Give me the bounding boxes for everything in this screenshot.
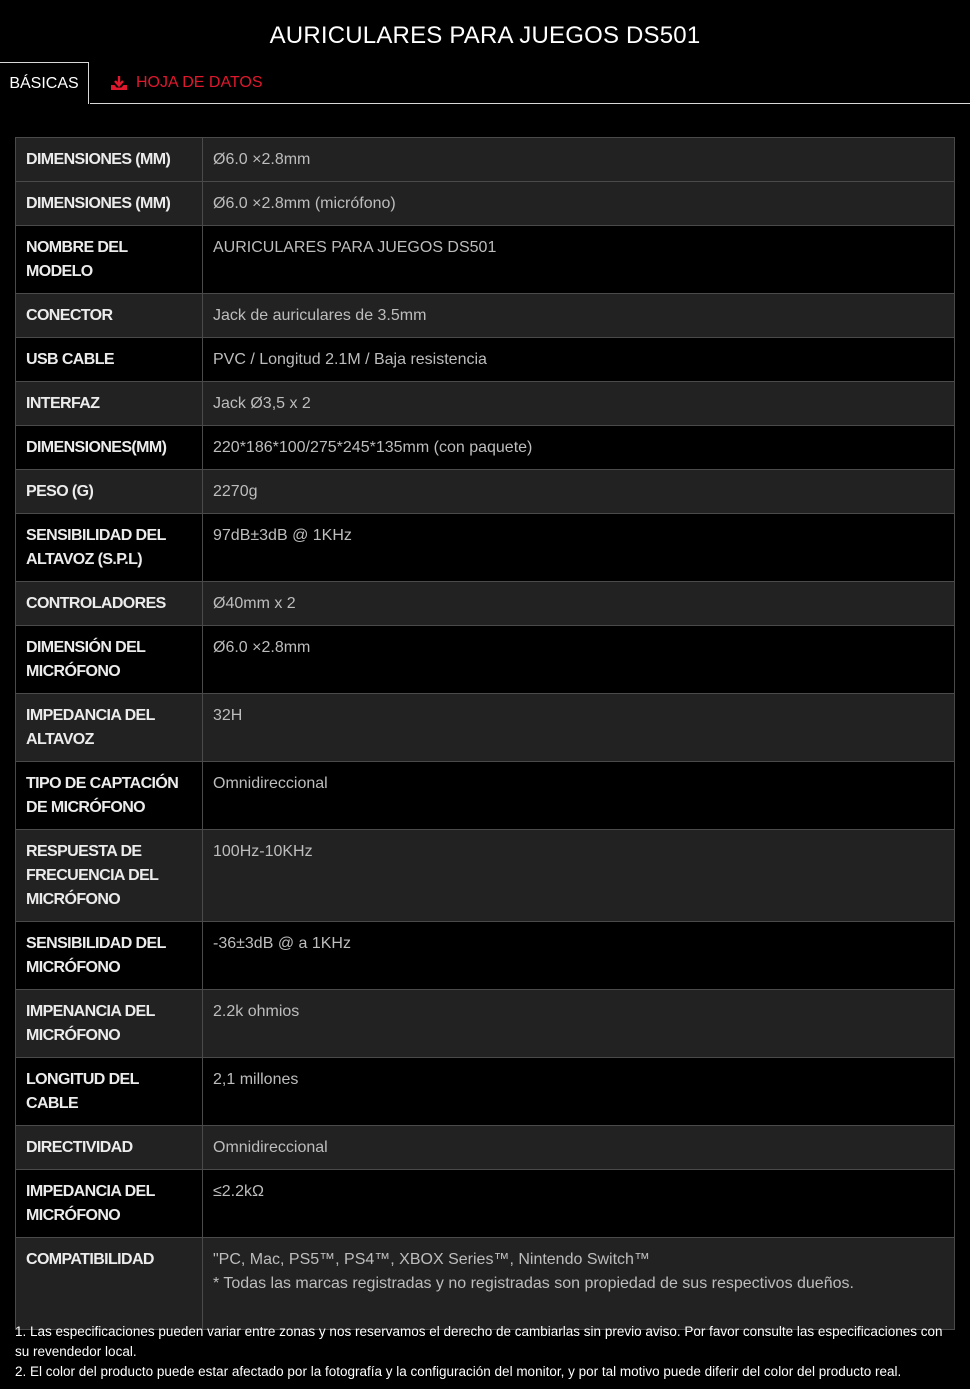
footnote: 1. Las especificaciones pueden variar entre zonas y nos reservamos el derecho de cambiarlas sin previo aviso. Por favor consulte las especificaciones con su revendedor local. xyxy=(15,1324,943,1359)
spec-row xyxy=(16,182,955,226)
spec-value: Omnidireccional xyxy=(203,1126,955,1170)
spec-value xyxy=(203,1238,955,1330)
spec-value: Jack de auriculares de 3.5mm xyxy=(203,294,955,338)
spec-label: IMPEDANCIA DEL MICRÓFONO xyxy=(16,1170,203,1238)
spec-label: INTERFAZ xyxy=(16,382,203,426)
download-icon xyxy=(110,75,128,91)
spec-label: IMPENANCIA DEL MICRÓFONO xyxy=(16,990,203,1058)
spec-value: Ø40mm x 2 xyxy=(203,582,955,626)
spec-value: 220*186*100/275*245*135mm (con paquete) xyxy=(203,426,955,470)
spec-row xyxy=(16,470,955,514)
spec-value: Ø6.0 ×2.8mm xyxy=(203,626,955,694)
spec-value: ≤2.2kΩ xyxy=(203,1170,955,1238)
tab-datasheet-label: HOJA DE DATOS xyxy=(136,74,263,91)
spec-label: DIMENSIONES (MM) xyxy=(16,182,203,226)
spec-row xyxy=(16,626,955,694)
spec-label: DIMENSIONES(MM) xyxy=(16,426,203,470)
spec-label: IMPEDANCIA DEL ALTAVOZ xyxy=(16,694,203,762)
spec-value: AURICULARES PARA JUEGOS DS501 xyxy=(203,226,955,294)
spec-row xyxy=(16,1238,955,1330)
spec-value-line: "PC, Mac, PS5™, PS4™, XBOX Series™, Nintendo Switch™ xyxy=(213,1251,650,1268)
spec-row xyxy=(16,990,955,1058)
spec-row xyxy=(16,1170,955,1238)
spec-row xyxy=(16,514,955,582)
tab-bar xyxy=(0,62,970,104)
spec-value: Jack Ø3,5 x 2 xyxy=(203,382,955,426)
spec-label: TIPO DE CAPTACIÓN DE MICRÓFONO xyxy=(16,762,203,830)
spec-value: PVC / Longitud 2.1M / Baja resistencia xyxy=(203,338,955,382)
spec-value: 2,1 millones xyxy=(203,1058,955,1126)
spec-row xyxy=(16,582,955,626)
spec-row xyxy=(16,382,955,426)
spec-row xyxy=(16,1058,955,1126)
spec-value: 100Hz-10KHz xyxy=(203,830,955,922)
spec-label: NOMBRE DEL MODELO xyxy=(16,226,203,294)
spec-label: PESO (G) xyxy=(16,470,203,514)
page-title: AURICULARES PARA JUEGOS DS501 xyxy=(269,22,701,49)
footnotes xyxy=(15,1322,960,1382)
spec-row xyxy=(16,1126,955,1170)
spec-label: SENSIBILIDAD DEL MICRÓFONO xyxy=(16,922,203,990)
spec-label: DIMENSIONES (MM) xyxy=(16,138,203,182)
spec-label: LONGITUD DEL CABLE xyxy=(16,1058,203,1126)
spec-value: 97dB±3dB @ 1KHz xyxy=(203,514,955,582)
spec-value: 2270g xyxy=(203,470,955,514)
specs-table xyxy=(15,137,955,1330)
tab-basic[interactable]: BÁSICAS xyxy=(0,62,89,104)
spec-label: USB CABLE xyxy=(16,338,203,382)
spec-row xyxy=(16,138,955,182)
spec-label: CONECTOR xyxy=(16,294,203,338)
spec-label: CONTROLADORES xyxy=(16,582,203,626)
spec-label: SENSIBILIDAD DEL ALTAVOZ (S.P.L) xyxy=(16,514,203,582)
spec-value: -36±3dB @ a 1KHz xyxy=(203,922,955,990)
spec-value: 32H xyxy=(203,694,955,762)
spec-value: 2.2k ohmios xyxy=(203,990,955,1058)
spec-label: RESPUESTA DE FRECUENCIA DEL MICRÓFONO xyxy=(16,830,203,922)
spec-row xyxy=(16,294,955,338)
spec-row xyxy=(16,922,955,990)
spec-row xyxy=(16,762,955,830)
spec-label: DIMENSIÓN DEL MICRÓFONO xyxy=(16,626,203,694)
spec-label: DIRECTIVIDAD xyxy=(16,1126,203,1170)
spec-value: Ø6.0 ×2.8mm (micrófono) xyxy=(203,182,955,226)
spec-value: Omnidireccional xyxy=(203,762,955,830)
spec-row xyxy=(16,226,955,294)
spec-row xyxy=(16,830,955,922)
spec-value: Ø6.0 ×2.8mm xyxy=(203,138,955,182)
tab-datasheet[interactable] xyxy=(110,62,263,104)
footnote: 2. El color del producto puede estar afectado por la fotografía y la configuración del monitor, y por tal motivo puede diferir del color del producto real. xyxy=(15,1364,902,1379)
spec-value-footnote: * Todas las marcas registradas y no registradas son propiedad de sus respectivos dueños. xyxy=(213,1275,854,1292)
spec-row xyxy=(16,426,955,470)
spec-row xyxy=(16,338,955,382)
spec-row xyxy=(16,694,955,762)
spec-label: COMPATIBILIDAD xyxy=(16,1238,203,1330)
